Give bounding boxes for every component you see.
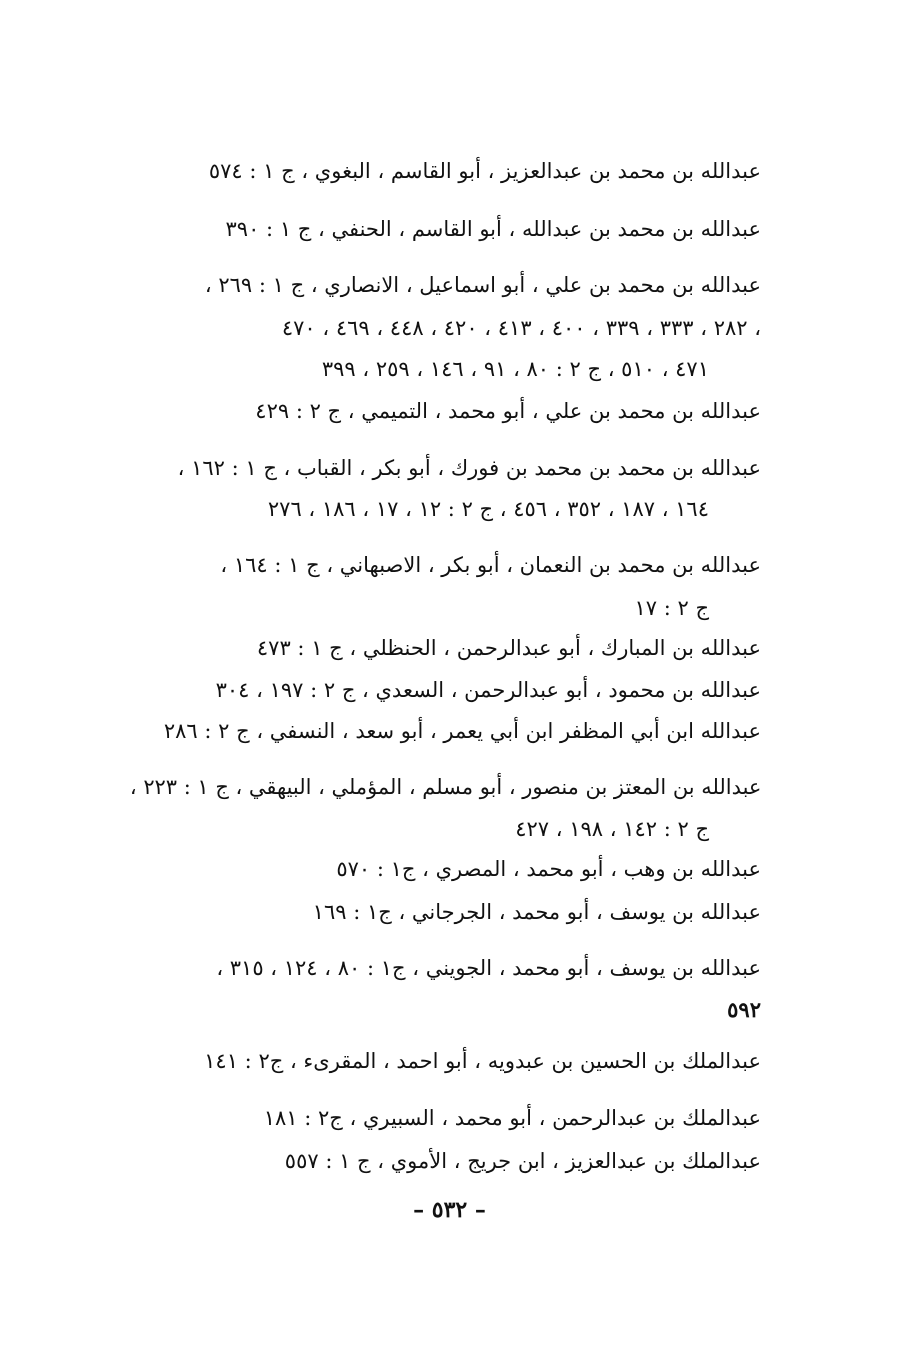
index-entry-line: عبدالله بن محمد بن عبدالعزيز ، أبو القاسم ، البغوي ، ج ١ : ٥٧٤ — [208, 159, 761, 183]
index-entry-line: عبدالله بن يوسف ، أبو محمد ، الجويني ، ج١ : ٨٠ ، ١٢٤ ، ٣١٥ ، — [216, 956, 761, 980]
index-entry-continuation: ١٦٤ ، ١٨٧ ، ٣٥٢ ، ٤٥٦ ، ج ٢ : ١٢ ، ١٧ ، ١٨٦ ، ٢٧٦ — [267, 497, 709, 521]
index-entry-line: عبدالملك بن عبدالعزيز ، ابن جريج ، الأموي ، ج ١ : ٥٥٧ — [284, 1149, 761, 1173]
index-entry-line: عبدالله ابن أبي المظفر ابن أبي يعمر ، أبو سعد ، النسفي ، ج ٢ : ٢٨٦ — [163, 719, 761, 743]
index-entry-line: عبدالله بن محمد بن علي ، أبو اسماعيل ، الانصاري ، ج ١ : ٢٦٩ ، — [204, 273, 761, 297]
index-entry-line: عبدالله بن المبارك ، أبو عبدالرحمن ، الحنظلي ، ج ١ : ٤٧٣ — [256, 636, 761, 660]
index-entry-continuation: ج ٢ : ١٤٢ ، ١٩٨ ، ٤٢٧ — [515, 817, 709, 841]
index-entry-continuation: ٤٧١ ، ٥١٠ ، ج ٢ : ٨٠ ، ٩١ ، ١٤٦ ، ٢٥٩ ، ٣٩٩ — [321, 357, 709, 381]
index-entry-continuation: ٢٨٢ ، ٣٣٣ ، ٣٣٩ ، ٤٠٠ ، ٤١٣ ، ٤٢٠ ، ٤٤٨ ، ٤٦٩ ، ٤٧٠ ، — [281, 316, 761, 340]
index-entry-line: عبدالله بن محمد بن محمد بن فورك ، أبو بكر ، القباب ، ج ١ : ١٦٢ ، — [177, 456, 761, 480]
index-entry-line: عبدالله بن محمود ، أبو عبدالرحمن ، السعدي ، ج ٢ : ١٩٧ ، ٣٠٤ — [215, 678, 761, 702]
index-entry-line: عبدالله بن محمد بن عبدالله ، أبو القاسم ، الحنفي ، ج ١ : ٣٩٠ — [225, 217, 761, 241]
index-entry-line: عبدالملك بن الحسين بن عبدويه ، أبو احمد ، المقرىء ، ج٢ : ١٤١ — [204, 1049, 761, 1073]
index-entry-line: عبدالله بن محمد بن النعمان ، أبو بكر ، الاصبهاني ، ج ١ : ١٦٤ ، — [220, 553, 761, 577]
index-entry-continuation: ٥٩٢ — [727, 997, 761, 1022]
index-entry-line: عبدالله بن يوسف ، أبو محمد ، الجرجاني ، ج١ : ١٦٩ — [312, 900, 761, 924]
index-entry-line: عبدالملك بن عبدالرحمن ، أبو محمد ، السبيري ، ج٢ : ١٨١ — [263, 1106, 761, 1130]
index-entry-line: عبدالله بن محمد بن علي ، أبو محمد ، التميمي ، ج ٢ : ٤٢٩ — [255, 399, 761, 423]
page-number: – ٥٣٢ – — [413, 1197, 486, 1223]
index-entry-line: عبدالله بن وهب ، أبو محمد ، المصري ، ج١ : ٥٧٠ — [336, 857, 761, 881]
index-entry-continuation: ج ٢ : ١٧ — [634, 596, 709, 620]
index-entry-line: عبدالله بن المعتز بن منصور ، أبو مسلم ، المؤملي ، البيهقي ، ج ١ : ٢٢٣ ، — [129, 775, 762, 799]
